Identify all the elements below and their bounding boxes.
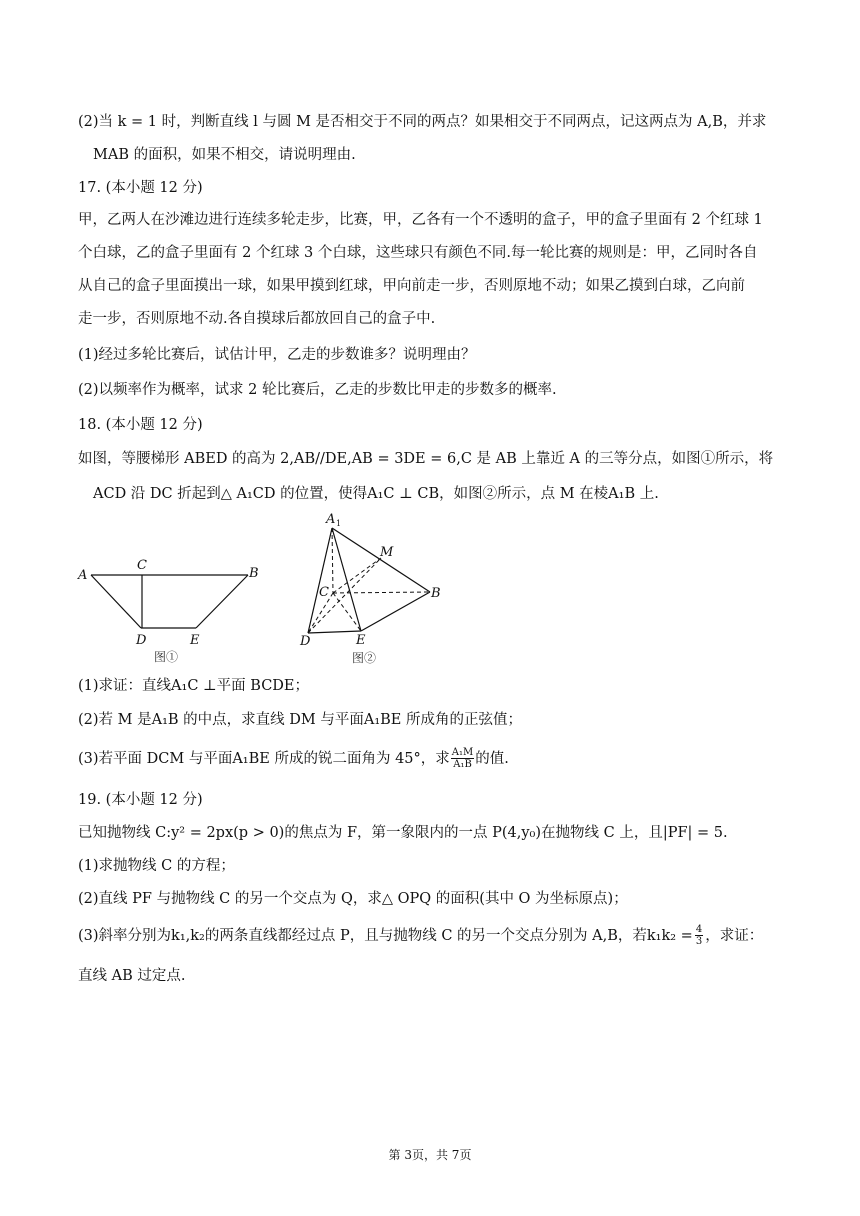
figure-1-trapezoid: [76, 555, 276, 667]
q19-part3-prefix: (3)斜率分别为k₁,k₂的两条直线都经过点 P，且与抛物线 C 的另一个交点分别为 A,B，若k₁k₂ =: [78, 927, 693, 944]
q18-part3-numerator: A₁M: [451, 747, 474, 758]
q17-header: 17. (本小题 12 分): [78, 180, 203, 196]
q19-part3-suffix: ，求证：: [705, 927, 764, 944]
q19-part3-fraction: [695, 924, 703, 947]
q19-header: 19. (本小题 12 分): [78, 792, 203, 808]
q19-part3: [78, 924, 763, 947]
q17-text-line: 甲，乙两人在沙滩边进行连续多轮走步，比赛，甲，乙各有一个不透明的盒子，甲的盒子里面有 2 个红球 1: [78, 212, 763, 228]
q18-part3-denominator: A₁B: [453, 759, 472, 770]
label-d: D: [300, 634, 311, 649]
edge-de: [308, 631, 361, 633]
label-a1-subscript: 1: [336, 519, 342, 528]
label-c: C: [319, 585, 329, 600]
edge-eb: [361, 592, 430, 631]
figure-2-solid: [296, 510, 456, 668]
q17-text-line: 走一步，否则原地不动.各自摸球后都放回自己的盒子中.: [78, 311, 436, 327]
q18-part1: (1)求证：直线A₁C ⊥平面 BCDE；: [78, 678, 310, 694]
q18-part2: (2)若 M 是A₁B 的中点，求直线 DM 与平面A₁BE 所成角的正弦值；: [78, 712, 522, 728]
label-b: B: [249, 566, 259, 581]
q17-text-line: 从自己的盒子里面摸出一球，如果甲摸到红球，甲向前走一步，否则原地不动；如果乙摸到白球，乙向前: [78, 278, 745, 294]
q18-part3-fraction: [451, 747, 474, 770]
q17-part1: (1)经过多轮比赛后，试估计甲，乙走的步数谁多？说明理由？: [78, 347, 476, 363]
edge-cm-hidden: [333, 558, 381, 593]
q18-part3-prefix: (3)若平面 DCM 与平面A₁BE 所成的锐二面角为 45°，求: [78, 750, 450, 767]
q18-part3: [78, 747, 509, 770]
q18-part3-suffix: 的值.: [475, 750, 509, 767]
figure-2-caption: 图②: [352, 651, 377, 665]
edge-eb: [196, 575, 248, 628]
edge-ad: [91, 575, 141, 628]
label-a1: A: [326, 512, 336, 527]
q18-header: 18. (本小题 12 分): [78, 417, 203, 433]
page-footer: 第 3页，共 7页: [388, 1148, 472, 1162]
q17-text-line: 个白球，乙的盒子里面有 2 个红球 3 个白球，这些球只有颜色不同.每一轮比赛的规则是：甲，乙同时各自: [78, 245, 758, 261]
q19-part2: (2)直线 PF 与抛物线 C 的另一个交点为 Q，求△ OPQ 的面积(其中 O 为坐标原点)；: [78, 891, 628, 907]
q17-part2: (2)以频率作为概率，试求 2 轮比赛后，乙走的步数比甲走的步数多的概率.: [78, 382, 557, 398]
q16-part2-line1: (2)当 k = 1 时，判断直线 l 与圆 M 是否相交于不同的两点？如果相交于不同两点，记这两点为 A,B，并求: [78, 114, 767, 130]
figure-1-caption: 图①: [154, 650, 179, 664]
q18-line2: ACD 沿 DC 折起到△ A₁CD 的位置，使得A₁C ⊥ CB，如图②所示，点 M 在棱A₁B 上.: [93, 486, 659, 502]
label-m: M: [380, 545, 394, 560]
q19-line1: 已知抛物线 C:y² = 2px(p > 0)的焦点为 F，第一象限内的一点 P(4,y₀)在抛物线 C 上，且|PF| = 5.: [78, 825, 728, 841]
q19-part1: (1)求抛物线 C 的方程；: [78, 858, 235, 874]
edge-ce-hidden: [333, 593, 361, 631]
label-d: D: [136, 633, 147, 648]
label-c: C: [137, 558, 147, 573]
label-b: B: [431, 586, 441, 601]
q19-part3-line2: 直线 AB 过定点.: [78, 968, 186, 984]
q19-part3-numerator: 4: [695, 924, 703, 935]
q19-part3-denominator: 3: [695, 936, 703, 947]
label-a: A: [78, 568, 88, 583]
label-e: E: [356, 633, 366, 648]
edge-a1d: [308, 528, 332, 633]
edge-a1c-hidden: [332, 528, 333, 593]
label-e: E: [190, 633, 200, 648]
q18-line1: 如图，等腰梯形 ABED 的高为 2,AB//DE,AB = 3DE = 6,C 是 AB 上靠近 A 的三等分点，如图①所示，将: [78, 451, 774, 467]
q16-part2-line2: MAB 的面积，如果不相交，请说明理由.: [93, 147, 356, 163]
